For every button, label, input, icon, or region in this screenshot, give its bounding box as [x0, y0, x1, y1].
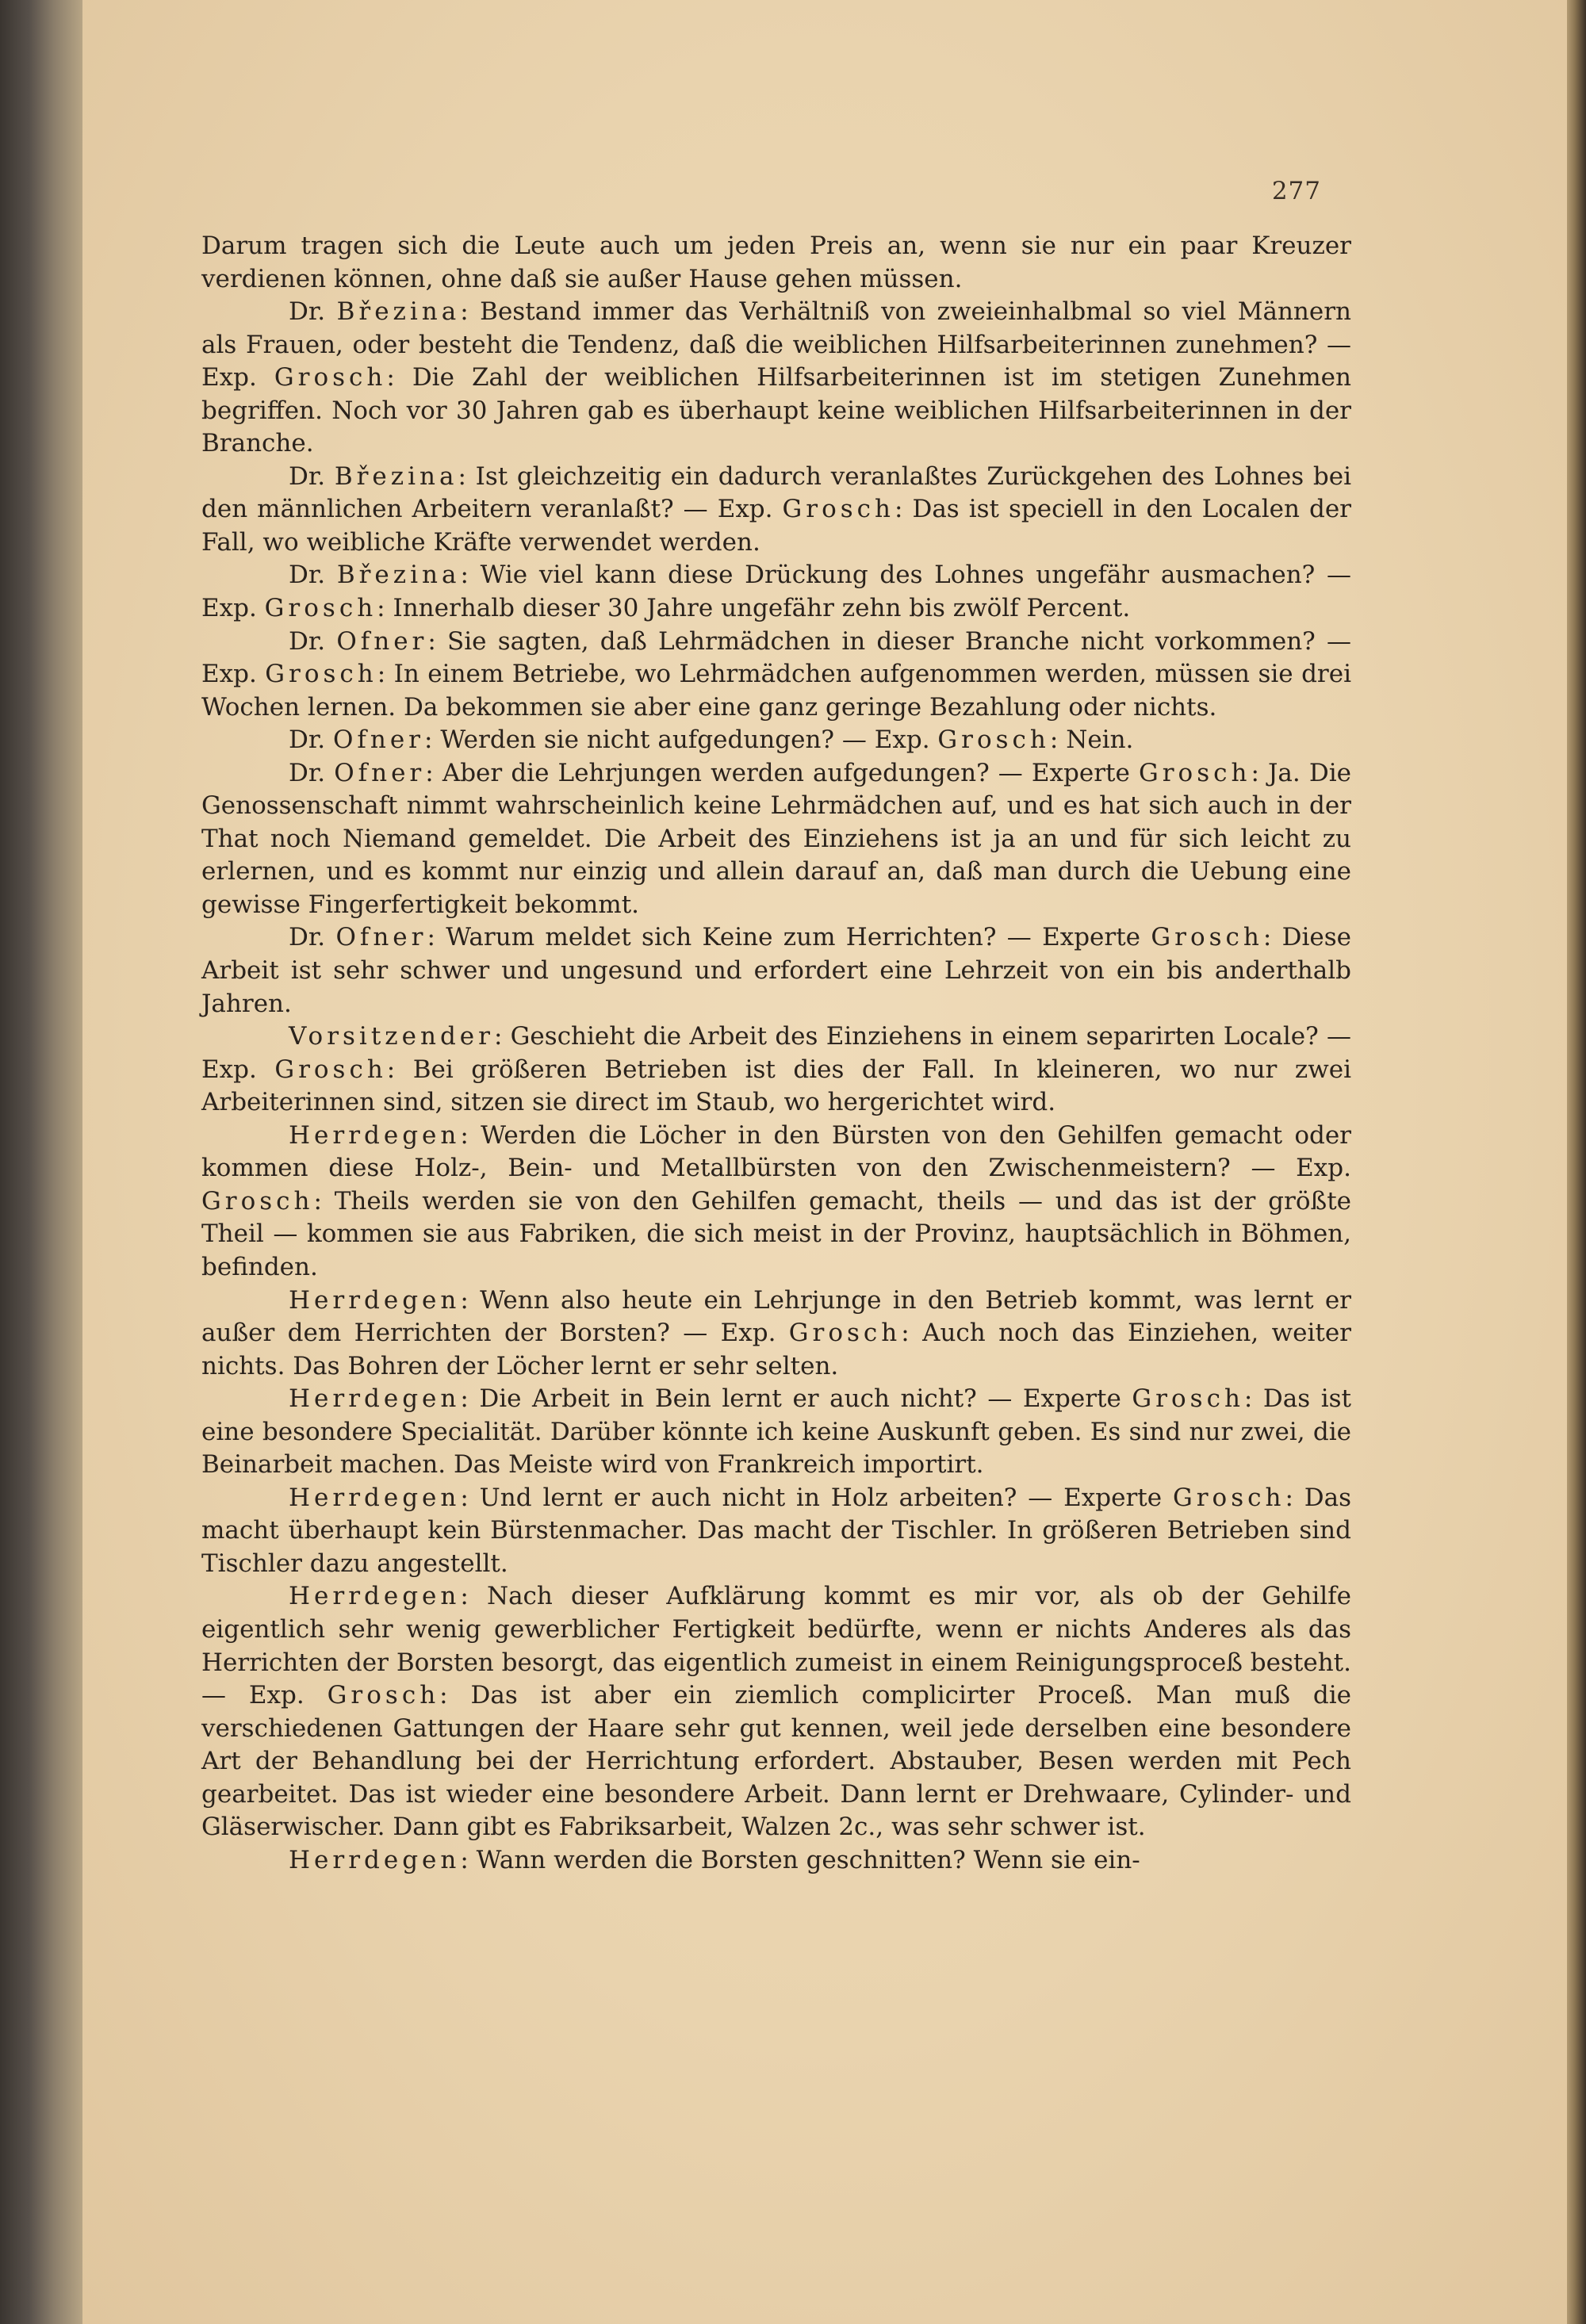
paragraph-text: : Geschieht die Arbeit des Einziehens in einem separirten Locale? — Exp. [201, 1022, 1351, 1084]
paragraph [201, 1285, 1351, 1384]
paragraph-text: : Diese Arbeit ist sehr schwer und ungesund und erfordert eine Lehrzeit von ein bis anderthalb Jahren. [201, 923, 1351, 1018]
speaker-name: Vorsitzender [289, 1022, 494, 1051]
speaker-name: Březina [334, 461, 458, 491]
paragraph-text: : Warum meldet sich Keine zum Herrichten? — Experte [427, 923, 1151, 952]
speaker-name: Herrdegen [289, 1384, 461, 1414]
paragraph-text: : Nein. [1049, 726, 1134, 755]
speaker-name: Grosch [1132, 1384, 1244, 1414]
paragraph [201, 1120, 1351, 1285]
paragraph-text: Dr. [289, 726, 333, 755]
speaker-name: Grosch [1172, 1483, 1285, 1512]
paragraph [201, 461, 1351, 560]
speaker-name: Herrdegen [289, 1285, 461, 1315]
speaker-name: Grosch [1151, 923, 1263, 952]
paragraph-text: : Bestand immer das Verhältniß von zweieinhalbmal so viel Männern als Frauen, oder besteht die Tendenz, daß die weiblichen Hilfsarbeiterinnen zunehmen? — Exp. [201, 297, 1352, 392]
paragraph-text: : Das macht überhaupt kein Bürstenmacher. Das macht der Tischler. In größeren Betrieben sind Tischler dazu angestellt. [201, 1483, 1351, 1578]
speaker-name: Herrdegen [289, 1845, 461, 1874]
paragraph [201, 296, 1351, 461]
speaker-name: Grosch [327, 1681, 440, 1710]
paragraph-text: : Nach dieser Aufklärung kommt es mir vor, als ob der Gehilfe eigentlich sehr wenig gewerblicher Fertigkeit bedürfte, wenn er nichts Anderes als das Herrichten der Borsten besorgt, das eigentlich zumeist in einem Reinigungsproceß besteht. — Exp. [201, 1582, 1351, 1710]
paragraph-text: Dr. [289, 297, 337, 327]
paragraph-text: : Das ist speciell in den Localen der Fall, wo weibliche Kräfte verwendet werden. [201, 495, 1351, 557]
paragraph [201, 1482, 1351, 1581]
paragraph [201, 757, 1351, 922]
book-page [82, 0, 1567, 2324]
paragraph-text: Dr. [289, 923, 336, 952]
speaker-name: Grosch [274, 363, 387, 392]
speaker-name: Grosch [265, 660, 377, 689]
paragraph [201, 626, 1351, 725]
speaker-name: Ofner [335, 923, 427, 952]
paragraph [201, 1844, 1351, 1878]
speaker-name: Grosch [201, 1186, 314, 1216]
paragraph [201, 724, 1351, 757]
paragraph-text: : Innerhalb dieser 30 Jahre ungefähr zehn bis zwölf Percent. [377, 594, 1131, 623]
paragraph-text: : Ja. Die Genossenschaft nimmt wahrscheinlich keine Lehrmädchen auf, und es hat sich auch in der That noch Niemand gemeldet. Die Arbeit des Einziehens ist ja an und für sich leicht zu erlernen, und es kommt nur einzig und allein darauf an, daß man durch die Uebung eine gewisse Fingerfertigkeit bekommt. [201, 758, 1351, 919]
paragraph [201, 230, 1351, 296]
speaker-name: Herrdegen [289, 1483, 461, 1512]
page-number: 277 [1271, 177, 1321, 205]
speaker-name: Grosch [274, 1055, 387, 1084]
paragraph-text: Dr. [289, 461, 335, 491]
speaker-name: Ofner [336, 626, 428, 656]
speaker-name: Grosch [1138, 758, 1251, 787]
speaker-name: Grosch [937, 726, 1050, 755]
paragraph-text: : Theils werden sie von den Gehilfen gemacht, theils — und das ist der größte Theil — kommen sie aus Fabriken, die sich meist in der Provinz, hauptsächlich in Böhmen, befinden. [201, 1186, 1351, 1281]
paragraph [201, 1383, 1351, 1482]
page-body-text [201, 230, 1351, 1877]
speaker-name: Ofner [332, 726, 425, 755]
book-spine-shadow [0, 0, 82, 2324]
paragraph-text: Darum tragen sich die Leute auch um jeden Preis an, wenn sie nur ein paar Kreuzer verdienen können, ohne daß sie außer Hause gehen müssen. [201, 232, 1351, 293]
paragraph-text: : Sie sagten, daß Lehrmädchen in dieser Branche nicht vorkommen? — Exp. [201, 626, 1351, 689]
speaker-name: Grosch [782, 495, 895, 524]
paragraph-text: : Auch noch das Einziehen, weiter nichts. Das Bohren der Löcher lernt er sehr selten. [201, 1319, 1351, 1380]
paragraph-text: Dr. [289, 626, 337, 656]
paragraph-text: : Die Zahl der weiblichen Hilfsarbeiterinnen ist im stetigen Zunehmen begriffen. Noch vor 30 Jahren gab es überhaupt keine weiblichen Hilfsarbeiterinnen in der Branche. [201, 363, 1351, 458]
paragraph-text: Dr. [289, 561, 337, 590]
paragraph-text: : Bei größeren Betrieben ist dies der Fall. In kleineren, wo nur zwei Arbeiterinnen sind, sitzen sie direct im Staub, wo hergerichtet wird. [201, 1055, 1351, 1117]
paragraph-text: : Das ist aber ein ziemlich complicirter Proceß. Man muß die verschiedenen Gattungen der Haare sehr gut kennen, weil jede derselben eine besondere Art der Behandlung bei der Herrichtung erfordert. Abstauber, Besen werden mit Pech gearbeitet. Das ist wieder eine besondere Arbeit. Dann lernt er Drehwaare, Cylinder- und Gläserwischer. Dann gibt es Fabriksarbeit, Walzen 2c., was sehr schwer ist. [201, 1681, 1351, 1842]
speaker-name: Herrdegen [289, 1582, 461, 1611]
paragraph [201, 559, 1351, 625]
speaker-name: Herrdegen [289, 1120, 461, 1150]
paragraph-text: : Das ist eine besondere Specialität. Darüber könnte ich keine Auskunft geben. Es sind nur zwei, die Beinarbeit machen. Das Meiste wird von Frankreich importirt. [201, 1384, 1351, 1480]
paragraph-text: : Ist gleichzeitig ein dadurch veranlaßtes Zurückgehen des Lohnes bei den männlichen Arbeitern veranlaßt? — Exp. [201, 461, 1351, 524]
speaker-name: Grosch [788, 1319, 902, 1348]
paragraph-text: : Wenn also heute ein Lehrjunge in den Betrieb kommt, was lernt er außer dem Herrichten der Borsten? — Exp. [201, 1285, 1351, 1348]
page-fore-edge [1567, 0, 1586, 2324]
paragraph-text: : Die Arbeit in Bein lernt er auch nicht? — Experte [460, 1384, 1132, 1414]
speaker-name: Březina [336, 561, 461, 590]
paragraph-text: : Wann werden die Borsten geschnitten? Wenn sie ein- [460, 1845, 1140, 1874]
paragraph-text: : Wie viel kann diese Drückung des Lohnes ungefähr ausmachen? — Exp. [201, 561, 1351, 623]
paragraph [201, 921, 1351, 1020]
paragraph-text: Dr. [289, 758, 335, 787]
paragraph [201, 1580, 1351, 1844]
speaker-name: Ofner [334, 758, 426, 787]
paragraph [201, 1020, 1351, 1120]
paragraph-text: : Aber die Lehrjungen werden aufgedungen? — Experte [425, 758, 1139, 787]
paragraph-text: : In einem Betriebe, wo Lehrmädchen aufgenommen werden, müssen sie drei Wochen lernen. Da bekommen sie aber eine ganz geringe Bezahlung oder nichts. [201, 660, 1351, 722]
paragraph-text: : Und lernt er auch nicht in Holz arbeiten? — Experte [460, 1483, 1173, 1512]
paragraph-text: : Werden sie nicht aufgedungen? — Exp. [424, 726, 938, 755]
speaker-name: Březina [336, 297, 461, 327]
speaker-name: Grosch [264, 594, 377, 623]
paragraph-text: : Werden die Löcher in den Bürsten von den Gehilfen gemacht oder kommen diese Holz-, Bein- und Metallbürsten von den Zwischenmeistern? — Exp. [201, 1120, 1351, 1183]
